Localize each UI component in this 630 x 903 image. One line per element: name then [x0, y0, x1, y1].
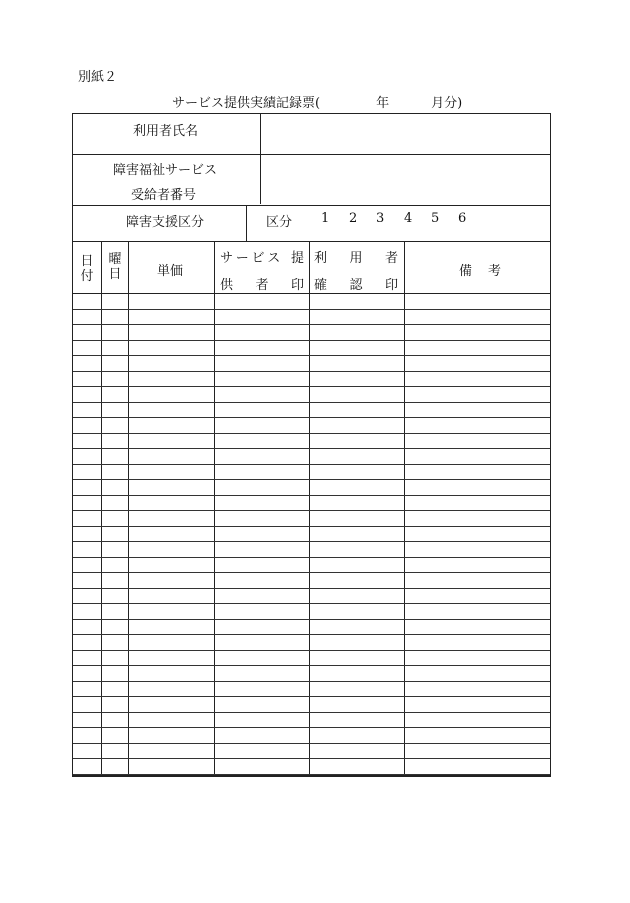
- table-row-line: [73, 324, 550, 325]
- header-char: 利: [314, 251, 328, 266]
- table-row-line: [73, 665, 550, 666]
- table-row-line: [73, 712, 550, 713]
- table-row-line: [73, 386, 550, 387]
- table-row-line: [73, 309, 550, 310]
- table-row-line: [73, 479, 550, 480]
- table-row-line: [73, 417, 550, 418]
- title-month: 月分): [431, 96, 463, 111]
- header-date: [79, 254, 95, 284]
- level-prefix: 区分: [266, 215, 293, 230]
- table-row-line: [73, 464, 550, 465]
- title-main: サービス提供実績記録票(: [172, 96, 321, 111]
- table-row-line: [73, 541, 550, 542]
- header-char: 提: [290, 251, 304, 266]
- table-row-line: [73, 696, 550, 697]
- header-char: ー: [235, 251, 249, 266]
- table-row-line: [73, 557, 550, 558]
- header-char: ス: [267, 251, 281, 266]
- table-row-line: [73, 495, 550, 496]
- table-row-line: [73, 526, 550, 527]
- table-row-line: [73, 433, 550, 434]
- table-row-line: [73, 634, 550, 635]
- table-row-line: [73, 355, 550, 356]
- table-row-line: [73, 727, 550, 728]
- header-char: ビ: [251, 251, 265, 266]
- header-char: 考: [488, 264, 502, 279]
- table-row-line: [73, 650, 550, 651]
- level-option: 5: [431, 211, 440, 226]
- header-date-char: 日: [80, 254, 94, 269]
- table-row-line: [73, 510, 550, 511]
- table-row-line: [73, 293, 550, 294]
- header-char: 供: [220, 278, 234, 293]
- table-row-line: [73, 743, 550, 744]
- header-char: 確: [314, 278, 328, 293]
- header-user-line2: [314, 274, 398, 293]
- user-name-label: 利用者氏名: [133, 124, 199, 139]
- header-char: 者: [384, 251, 398, 266]
- table-row-line: [73, 448, 550, 449]
- level-option: 4: [404, 211, 413, 226]
- certificate-label-line1: 障害福祉サービス: [113, 163, 218, 178]
- header-remarks: [459, 260, 501, 279]
- level-option: 2: [349, 211, 358, 226]
- header-provider-line2: [220, 274, 304, 293]
- form-title: [172, 92, 462, 111]
- header-char: サ: [220, 251, 234, 266]
- level-option: 3: [376, 211, 385, 226]
- level-option: 6: [458, 211, 467, 226]
- table-row-line: [73, 619, 550, 620]
- support-level-label: 障害支援区分: [126, 215, 205, 230]
- user-info-block: [72, 113, 551, 242]
- support-divider: [246, 205, 247, 241]
- header-day: [106, 252, 124, 282]
- header-day-char: 日: [108, 267, 122, 282]
- table-row-line: [73, 588, 550, 589]
- attachment-label: 別紙２: [78, 70, 118, 85]
- table-row-line: [73, 681, 550, 682]
- header-unit-price: 単価: [157, 264, 184, 279]
- certificate-label-line2: 受給者番号: [131, 188, 197, 203]
- table-row-line: [73, 340, 550, 341]
- table-row-line: [73, 758, 550, 759]
- header-char: 用: [349, 251, 363, 266]
- header-char: 印: [384, 278, 398, 293]
- header-date-char: 付: [80, 269, 94, 284]
- title-year: 年: [376, 96, 390, 111]
- header-user-line1: [314, 247, 398, 266]
- table-row-line: [73, 402, 550, 403]
- record-table: [72, 241, 551, 777]
- header-char: 者: [255, 278, 269, 293]
- header-char: 認: [349, 278, 363, 293]
- header-char: 備: [459, 264, 473, 279]
- header-char: 印: [290, 278, 304, 293]
- header-day-char: 曜: [108, 252, 122, 267]
- table-row-line: [73, 572, 550, 573]
- info-divider: [260, 114, 261, 204]
- table-row-line: [73, 603, 550, 604]
- header-provider-line1: [220, 247, 304, 266]
- level-option: 1: [321, 211, 330, 226]
- table-row-line: [73, 371, 550, 372]
- table-row-line: [73, 774, 550, 775]
